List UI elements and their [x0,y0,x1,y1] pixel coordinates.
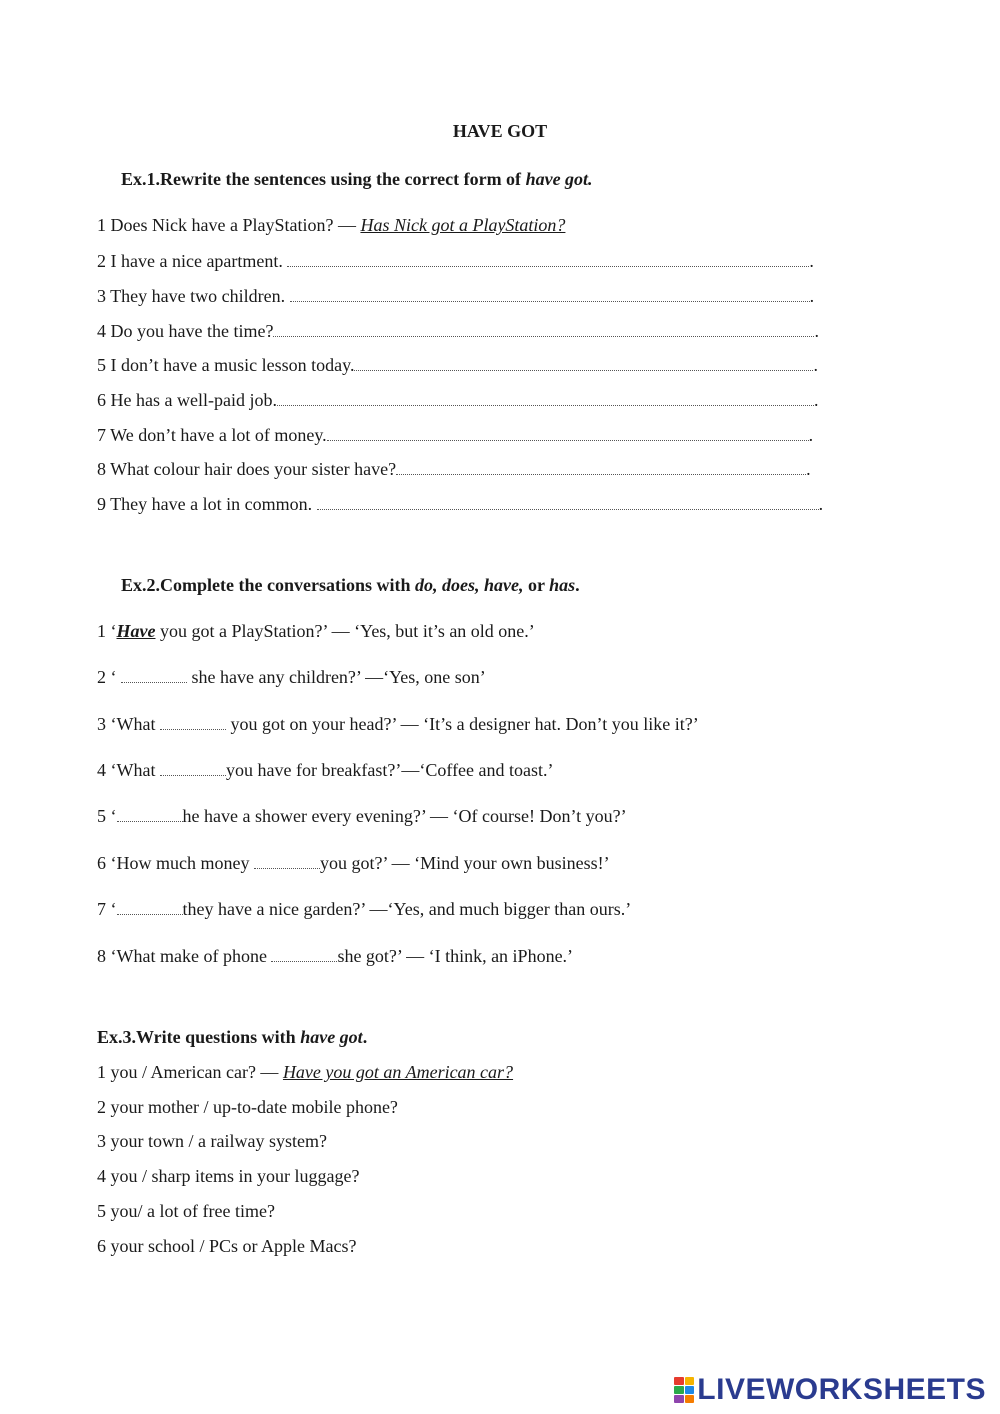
ex3-item: 2 your mother / up-to-date mobile phone? [97,1097,398,1117]
liveworksheets-logo [674,1373,986,1407]
end-mark: . [809,251,814,271]
ex1-item-text: 6 He has a well-paid job. [97,390,277,410]
ex1-item [97,494,823,515]
answer-blank[interactable] [117,821,183,822]
ex2-item-pre: 2 ‘ [97,667,121,687]
ex2-example-post: you got a PlayStation?’ — ‘Yes, but it’s an old one.’ [155,621,535,641]
ex2-item-pre: 6 ‘How much money [97,853,254,873]
answer-blank[interactable] [287,266,809,267]
answer-blank[interactable] [317,509,819,510]
ex2-item-post: they have a nice garden?’ —‘Yes, and much bigger than ours.’ [182,899,632,919]
page-title: HAVE GOT [452,121,548,141]
ex1-heading [121,169,593,190]
end-mark: . [813,390,819,410]
ex2-item-post: he have a shower every evening?’ — ‘Of course! Don’t you?’ [182,806,627,826]
ex2-item-pre: 7 ‘ [97,899,117,919]
ex2-heading-em: do, does, have, [414,575,524,595]
ex1-heading-em: have got. [525,169,593,189]
end-mark: . [809,286,815,306]
ex3-example [97,1062,513,1083]
answer-blank[interactable] [121,682,187,683]
answer-blank[interactable] [117,914,183,915]
end-mark: . [808,425,814,445]
ex2-heading [121,575,580,596]
ex2-heading-text: Ex.2.Complete the conversations with [121,575,415,595]
ex1-item-text: 8 What colour hair does your sister have? [97,459,397,479]
ex1-item [97,321,819,342]
ex1-item [97,251,814,272]
ex2-item [97,806,627,827]
ex2-heading-end: . [575,575,580,595]
ex3-heading [97,1027,367,1048]
ex3-item: 5 you/ a lot of free time? [97,1201,275,1221]
answer-blank[interactable] [160,729,226,730]
answer-blank[interactable] [396,474,806,475]
ex1-example [97,215,565,236]
ex1-item-text: 3 They have two children. [97,286,286,306]
ex2-item-pre: 4 ‘What [97,760,160,780]
ex1-item-text: 2 I have a nice apartment. [97,251,283,271]
ex1-item [97,355,818,376]
ex3-item: 3 your town / a railway system? [97,1131,327,1151]
ex2-item [97,899,631,920]
ex1-item-text: 9 They have a lot in common. [97,494,313,514]
ex2-item-pre: 8 ‘What make of phone [97,946,272,966]
liveworksheets-logo-text: LIVEWORKSHEETS [697,1373,986,1406]
ex2-item-post: you got?’ — ‘Mind your own business!’ [319,853,610,873]
ex1-item-text: 4 Do you have the time? [97,321,274,341]
ex3-example-answer: Have you got an American car? [282,1062,514,1082]
answer-blank[interactable] [290,301,810,302]
ex2-item [97,714,699,735]
answer-blank[interactable] [273,336,814,337]
ex3-example-prompt: 1 you / American car? — [97,1062,283,1082]
end-mark: . [814,321,819,341]
answer-blank[interactable] [271,961,337,962]
liveworksheets-logo-icon [674,1377,694,1403]
ex2-item-post: you have for breakfast?’—‘Coffee and toast.’ [225,760,554,780]
ex2-example-answer: Have [116,621,156,641]
ex1-item [97,390,818,411]
answer-blank[interactable] [254,868,320,869]
ex1-heading-text: Ex.1.Rewrite the sentences using the correct form of [121,169,526,189]
ex3-heading-end: . [362,1027,368,1047]
ex3-heading-text: Ex.3.Write questions with [97,1027,301,1047]
answer-blank[interactable] [327,440,809,441]
ex2-item-pre: 3 ‘What [97,714,160,734]
ex2-item-pre: 5 ‘ [97,806,117,826]
ex2-item [97,760,554,781]
ex2-item [97,853,610,874]
ex1-item [97,286,814,307]
ex1-example-answer: Has Nick got a PlayStation? [360,215,566,235]
ex2-heading-em2: has [549,575,576,595]
end-mark: . [806,459,811,479]
answer-blank[interactable] [354,370,813,371]
ex3-item: 4 you / sharp items in your luggage? [97,1166,360,1186]
ex1-item-text: 5 I don’t have a music lesson today. [97,355,355,375]
ex2-example-pre: 1 ‘ [97,621,117,641]
answer-blank[interactable] [277,405,814,406]
ex3-item: 6 your school / PCs or Apple Macs? [97,1236,357,1256]
ex2-item [97,667,486,688]
ex2-item-post: she got?’ — ‘I think, an iPhone.’ [337,946,574,966]
ex1-item-text: 7 We don’t have a lot of money. [97,425,327,445]
end-mark: . [813,355,818,375]
ex2-item [97,946,573,967]
ex2-heading-or: or [523,575,550,595]
ex1-item [97,425,813,446]
ex2-example [97,621,535,642]
end-mark: . [818,494,824,514]
ex3-heading-em: have got [300,1027,363,1047]
ex2-item-post: she have any children?’ —‘Yes, one son’ [191,667,486,687]
ex2-item-post: you got on your head?’ — ‘It’s a designer hat. Don’t you like it?’ [230,714,699,734]
answer-blank[interactable] [160,775,226,776]
ex1-item [97,459,811,480]
ex1-example-prompt: 1 Does Nick have a PlayStation? — [97,215,361,235]
